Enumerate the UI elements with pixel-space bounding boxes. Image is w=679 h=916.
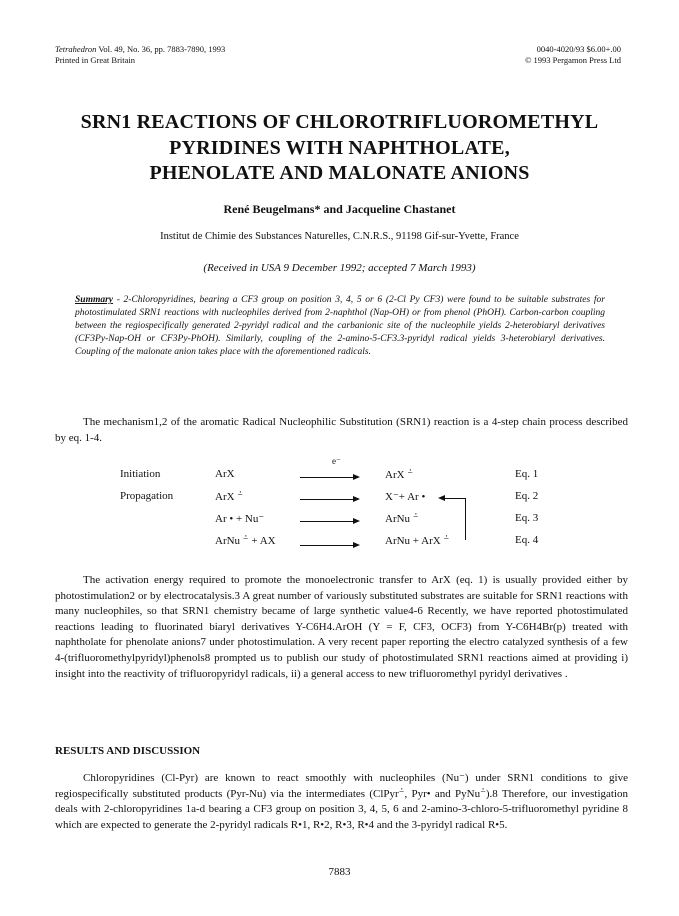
price-code: 0040-4020/93 $6.00+.00 xyxy=(536,44,621,54)
equation-row xyxy=(120,456,580,484)
equation-left: ArNu ⁻̇ + AX xyxy=(215,535,276,547)
chain-arrowhead xyxy=(438,495,445,501)
initiation-label: Initiation xyxy=(120,468,161,480)
equation-row xyxy=(120,512,580,528)
journal-volume: Vol. 49, No. 36, pp. 7883-7890, 1993 xyxy=(96,44,226,54)
propagation-label: Propagation xyxy=(120,490,174,502)
equation-right: ArNu + ArX ⁻̇ xyxy=(385,535,450,547)
electron-label: e⁻ xyxy=(332,456,341,466)
mechanism-equations xyxy=(120,456,580,548)
equation-right: X⁻+ Ar • xyxy=(385,491,426,503)
title-line-2: PYRIDINES WITH NAPHTHOLATE, xyxy=(169,137,510,159)
reaction-arrow xyxy=(300,521,358,522)
page-number: 7883 xyxy=(328,866,351,878)
equation-left: ArX xyxy=(215,468,235,480)
copyright: © 1993 Pergamon Press Ltd xyxy=(524,55,621,65)
paragraph-results: Chloropyridines (Cl-Pyr) are known to react smoothly with nucleophiles (Nu⁻) under SRN1 conditions to give regiospecifically substituted products (Pyr-Nu) via the intermediates (ClPyr⁻̇, Pyr• and PyNu⁻̇).8 Therefore, our investigation deals with 2-chloropyridines 1a-d bearing a CF3 group on position 3, 4, 5, 6 and 2-amino-3-chloro-5-trifluoromethyl pyridine 8 which are expected to generate the 2-pyridyl radicals R•1, R•2, R•3, R•4 and the 3-pyridyl radical R•5. xyxy=(55,772,628,831)
equation-row xyxy=(120,490,580,506)
equation-right: ArNu ⁻̇ xyxy=(385,513,419,525)
journal-name: Tetrahedron xyxy=(55,44,97,54)
reaction-arrow xyxy=(300,499,358,500)
journal-citation xyxy=(55,44,225,55)
title-line-1: SRN1 REACTIONS OF CHLOROTRIFLUOROMETHYL xyxy=(80,111,599,133)
title-line-3: PHENOLATE AND MALONATE ANIONS xyxy=(149,162,530,184)
summary-text: - 2-Chloropyridines, bearing a CF3 group on position 3, 4, 5 or 6 (2-Cl Py CF3) were found to be suitable substrates for photostimulated SRN1 reactions with nucleophiles derived from 2-naphthol (Nap-OH) or from phenol (PhOH). Carbon-carbon coupling between the regiospecifically generated 2-pyridyl radical and the carbanionic site of the nucleophile yields 2-heterobiaryl derivatives (CF3Py-Nap-OH or CF3Py-PhOH). Similarly, coupling of the 2-amino-5-CF3.3-pyridyl radical yields 3-heterobiaryl derivatives. Coupling of the malonate anion takes place with the aforementioned radicals. xyxy=(75,295,605,357)
equation-left: ArX ⁻̇ xyxy=(215,491,244,503)
received-date: (Received in USA 9 December 1992; accepted 7 March 1993) xyxy=(203,262,476,274)
equation-left: Ar • + Nu⁻ xyxy=(215,513,265,525)
printed-in: Printed in Great Britain xyxy=(55,55,136,65)
intro-paragraph: The mechanism1,2 of the aromatic Radical Nucleophilic Substitution (SRN1) reaction is a 4-step chain process described by eq. 1-4. xyxy=(55,416,628,444)
summary-label: Summary xyxy=(75,295,114,305)
chain-line xyxy=(443,498,465,499)
institution: Institut de Chimie des Substances Naturelles, C.N.R.S., 91198 Gif-sur-Yvette, France xyxy=(160,231,519,242)
summary xyxy=(75,294,605,359)
paragraph-activation: The activation energy required to promote the monoelectronic transfer to ArX (eq. 1) is usually provided either by photostimulation2 or by electrocatalysis.3 A great number of variously substituted substrates are suitable for SRN1 reactions with many nucleophiles, so that SRN1 chemistry became of large synthetic value4-6 Recently, we have reported photostimulated reactions leading to fluorinated biaryl derivatives Y-C6H4.ArOH (Y = F, CF3, OCF3) from Y-C6H4Br(p) treated with naphtholate for phenolate anions7 under photostimulation. A very recent paper reporting the electro catalyzed synthesis of a few 4-(trifluoromethylpyridyl)phenols8 prompted us to publish our study of photostimulated SRN1 reactions aimed at providing i) insight into the reactivity of trifluoropyridyl radicals, ii) a general access to new trifluoromethyl pyridyl derivatives . xyxy=(55,574,628,680)
equation-right: ArX ⁻̇ xyxy=(385,469,414,481)
equation-number: Eq. 2 xyxy=(515,490,539,502)
equation-number: Eq. 1 xyxy=(515,468,539,480)
equation-number: Eq. 4 xyxy=(515,534,539,546)
equation-row xyxy=(120,534,580,550)
section-heading: RESULTS AND DISCUSSION xyxy=(55,745,201,757)
reaction-arrow xyxy=(300,545,358,546)
equation-number: Eq. 3 xyxy=(515,512,539,524)
reaction-arrow xyxy=(300,477,358,478)
chain-line xyxy=(465,498,466,540)
authors: René Beugelmans* and Jacqueline Chastanet xyxy=(223,202,456,216)
